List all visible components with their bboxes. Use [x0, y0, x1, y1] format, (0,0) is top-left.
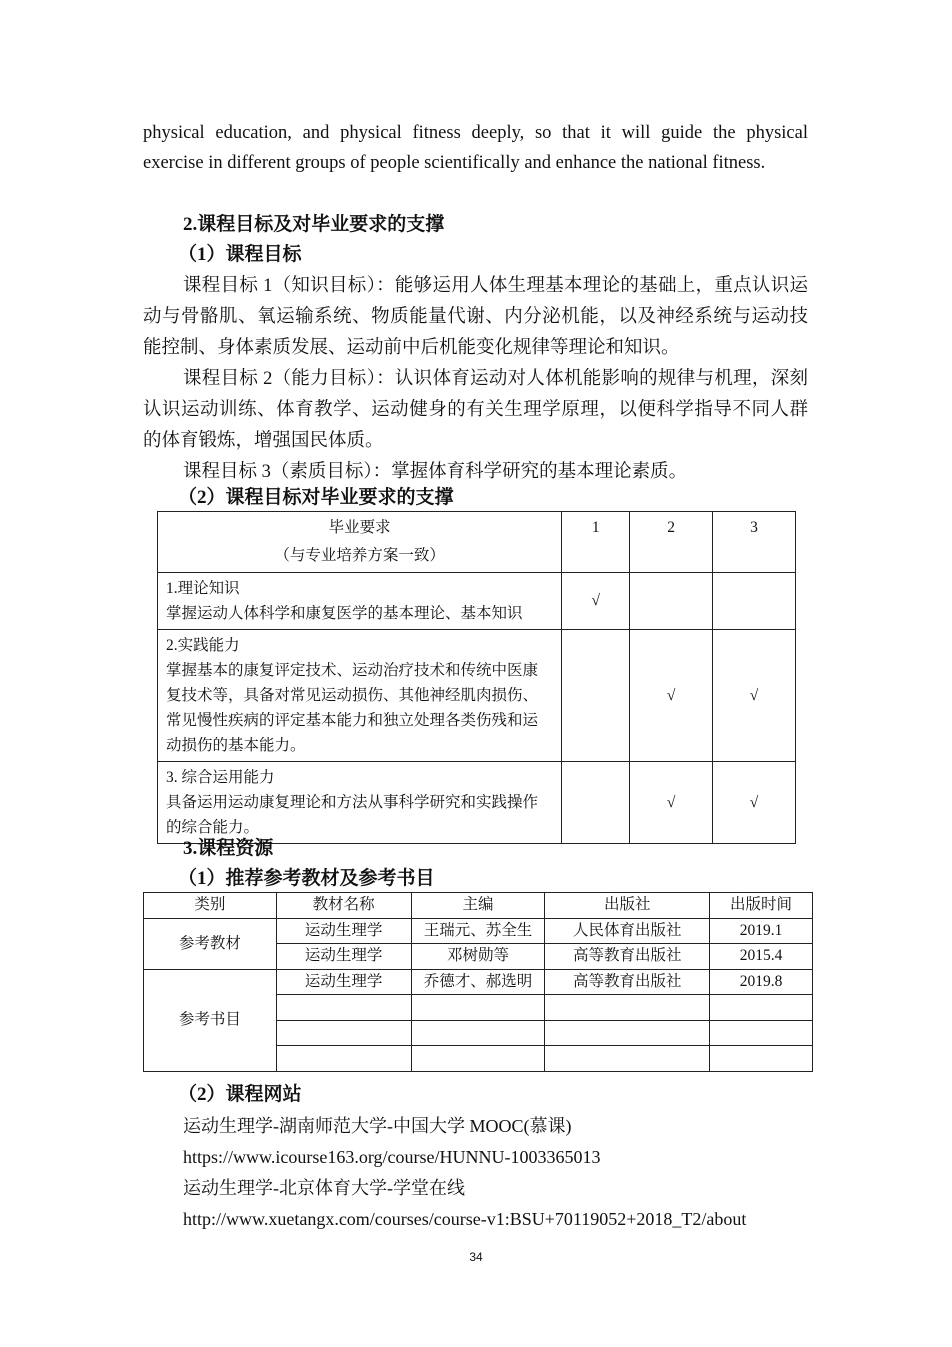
- table-row: [158, 762, 796, 844]
- book-date: 2019.8: [710, 969, 813, 995]
- book-publisher: 高等教育出版社: [545, 969, 710, 995]
- check-cell: √: [630, 630, 713, 762]
- requirement-desc: 掌握基本的康复评定技术、运动治疗技术和传统中医康复技术等，具备对常见运动损伤、其他神经肌肉损伤、常见慢性疾病的评定基本能力和独立处理各类伤残和运动损伤的基本能力。: [166, 662, 539, 754]
- empty-cell: [710, 995, 813, 1021]
- website-1-url[interactable]: https://www.icourse163.org/course/HUNNU-1003365013: [183, 1147, 601, 1167]
- goal-3-paragraph: 课程目标 3（素质目标）：掌握体育科学研究的基本理论素质。: [183, 462, 688, 482]
- book-publisher: 高等教育出版社: [545, 944, 710, 970]
- book-date: 2019.1: [710, 918, 813, 944]
- requirement-desc: 掌握运动人体科学和康复医学的基本理论、基本知识: [166, 605, 523, 622]
- header-line-1: 毕业要求: [328, 519, 391, 536]
- requirements-header-cell: [158, 512, 562, 573]
- empty-cell: [710, 1046, 813, 1072]
- category-cell: 参考书目: [144, 969, 277, 1071]
- check-cell: √: [713, 762, 796, 844]
- empty-cell: [276, 995, 411, 1021]
- section-2-heading: 2.课程目标及对毕业要求的支撑: [183, 214, 445, 235]
- requirement-cell: [158, 630, 562, 762]
- check-cell: [713, 573, 796, 630]
- table-row: [144, 969, 813, 995]
- empty-cell: [276, 1020, 411, 1046]
- course-goals-text: [143, 271, 808, 488]
- check-cell: [630, 573, 713, 630]
- check-cell: √: [630, 762, 713, 844]
- check-cell: √: [562, 573, 630, 630]
- header-date: 出版时间: [710, 893, 813, 919]
- requirement-desc: 具备运用运动康复理论和方法从事科学研究和实践操作的综合能力。: [166, 794, 539, 836]
- check-cell: [562, 762, 630, 844]
- page-number: 34: [469, 1250, 483, 1264]
- empty-cell: [276, 1046, 411, 1072]
- header-title: 教材名称: [276, 893, 411, 919]
- book-editor: 乔德才、郝选明: [411, 969, 545, 995]
- header-editor: 主编: [411, 893, 545, 919]
- course-goals-subheading: （1）课程目标: [178, 244, 302, 265]
- book-editor: 王瑞元、苏全生: [411, 918, 545, 944]
- table-row: [144, 918, 813, 944]
- table-header-row: [144, 893, 813, 919]
- header-line-2: （与专业培养方案一致）: [274, 547, 445, 564]
- table-row: [158, 630, 796, 762]
- website-2-title: 运动生理学-北京体育大学-学堂在线: [183, 1178, 465, 1198]
- website-2-url[interactable]: http://www.xuetangx.com/courses/course-v1:BSU+70119052+2018_T2/about: [183, 1209, 747, 1229]
- intro-paragraph: [143, 118, 808, 178]
- requirement-name: 2.实践能力: [166, 637, 240, 654]
- references-subheading: （1）推荐参考教材及参考书目: [178, 868, 435, 889]
- table-header-row: [158, 512, 796, 573]
- intro-line-1: physical education, and physical fitness deeply, so that it will guide the physical: [143, 123, 808, 143]
- references-table: [143, 892, 813, 1072]
- check-cell: √: [713, 630, 796, 762]
- empty-cell: [545, 1046, 710, 1072]
- book-title: 运动生理学: [276, 918, 411, 944]
- intro-line-2: exercise in different groups of people scientifically and enhance the national fitness.: [143, 153, 766, 173]
- goal-1-paragraph: 课程目标 1（知识目标）：能够运用人体生理基本理论的基础上，重点认识运动与骨骼肌、氧运输系统、物质能量代谢、内分泌机能，以及神经系统与运动技能控制、身体素质发展、运动前中后机能变化规律等理论和知识。: [143, 276, 808, 358]
- book-title: 运动生理学: [276, 944, 411, 970]
- graduation-requirements-table: [157, 511, 796, 844]
- book-publisher: 人民体育出版社: [545, 918, 710, 944]
- goal-col-1: 1: [562, 512, 630, 573]
- check-cell: [562, 630, 630, 762]
- empty-cell: [411, 995, 545, 1021]
- requirement-cell: [158, 762, 562, 844]
- empty-cell: [545, 995, 710, 1021]
- empty-cell: [411, 1020, 545, 1046]
- header-publisher: 出版社: [545, 893, 710, 919]
- empty-cell: [710, 1020, 813, 1046]
- website-1-title: 运动生理学-湖南师范大学-中国大学 MOOC(慕课): [183, 1116, 572, 1136]
- empty-cell: [545, 1020, 710, 1046]
- goal-col-3: 3: [713, 512, 796, 573]
- goal-col-2: 2: [630, 512, 713, 573]
- book-date: 2015.4: [710, 944, 813, 970]
- requirement-name: 1.理论知识: [166, 580, 240, 597]
- goal-support-subheading: （2）课程目标对毕业要求的支撑: [178, 487, 454, 508]
- requirement-cell: [158, 573, 562, 630]
- table-row: [158, 573, 796, 630]
- book-title: 运动生理学: [276, 969, 411, 995]
- goal-2-paragraph: 课程目标 2（能力目标）：认识体育运动对人体机能影响的规律与机理，深刻认识运动训练、体育教学、运动健身的有关生理学原理，以便科学指导不同人群的体育锻炼，增强国民体质。: [143, 369, 808, 451]
- requirement-name: 3. 综合运用能力: [166, 769, 275, 786]
- section-3-heading: 3.课程资源: [183, 838, 274, 859]
- book-editor: 邓树勋等: [411, 944, 545, 970]
- course-website-list: [183, 1111, 823, 1235]
- header-category: 类别: [144, 893, 277, 919]
- empty-cell: [411, 1046, 545, 1072]
- course-website-subheading: （2）课程网站: [178, 1084, 302, 1105]
- category-cell: 参考教材: [144, 918, 277, 969]
